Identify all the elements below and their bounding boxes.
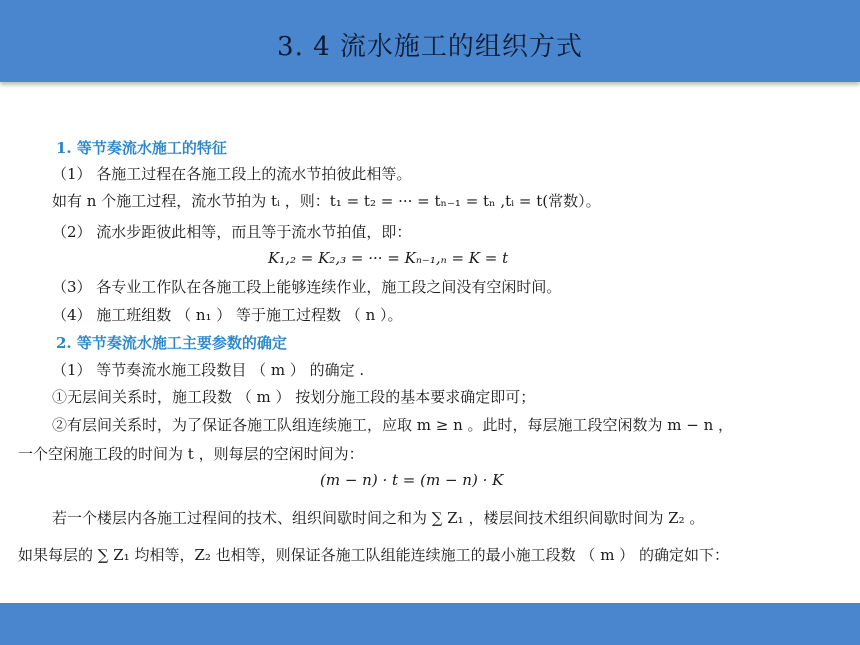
section-heading-2: 2. 等节奏流水施工主要参数的确定 — [56, 334, 287, 352]
paragraph-5: （4） 施工班组数 （ n₁ ） 等于施工过程数 （ n ）。 — [52, 306, 403, 324]
paragraph-2: 如有 n 个施工过程，流水节拍为 tᵢ ，则：t₁ = t₂ = ··· = tₙ₋₁ = tₙ ,tᵢ = t(常数）。 — [52, 192, 601, 210]
paragraph-11: 如果每层的 ∑ Z₁ 均相等，Z₂ 也相等，则保证各施工队组能连续施工的最小施工段数 （ m ） 的确定如下： — [18, 546, 729, 564]
paragraph-1: （1） 各施工过程在各施工段上的流水节拍彼此相等。 — [52, 165, 412, 183]
paragraph-6: （1） 等节奏流水施工段数目 （ m ） 的确定 . — [52, 361, 365, 379]
paragraph-7: ①无层间关系时，施工段数 （ m ） 按划分施工段的基本要求确定即可； — [52, 388, 536, 406]
formula-2: (m − n) · t = (m − n) · K — [320, 471, 504, 489]
title-bar — [0, 0, 860, 82]
paragraph-3: （2） 流水步距彼此相等，而且等于流水节拍值，即： — [52, 223, 412, 241]
paragraph-8: ②有层间关系时，为了保证各施工队组连续施工，应取 m ≥ n 。此时，每层施工段空闲数为 m − n ， — [52, 416, 734, 434]
formula-1: K₁,₂ = K₂,₃ = ··· = Kₙ₋₁,ₙ = K = t — [268, 249, 509, 267]
footer-bar — [0, 603, 860, 645]
paragraph-10: 若一个楼层内各施工过程间的技术、组织间歇时间之和为 ∑ Z₁ ，楼层间技术组织间歇时间为 Z₂ 。 — [52, 509, 705, 527]
paragraph-9: 一个空闲施工段的时间为 t ，则每层的空闲时间为： — [18, 445, 364, 463]
paragraph-4: （3） 各专业工作队在各施工段上能够连续作业，施工段之间没有空闲时间。 — [52, 278, 562, 296]
slide-title: 3. 4 流水施工的组织方式 — [277, 32, 583, 62]
section-heading-1: 1. 等节奏流水施工的特征 — [56, 139, 227, 157]
